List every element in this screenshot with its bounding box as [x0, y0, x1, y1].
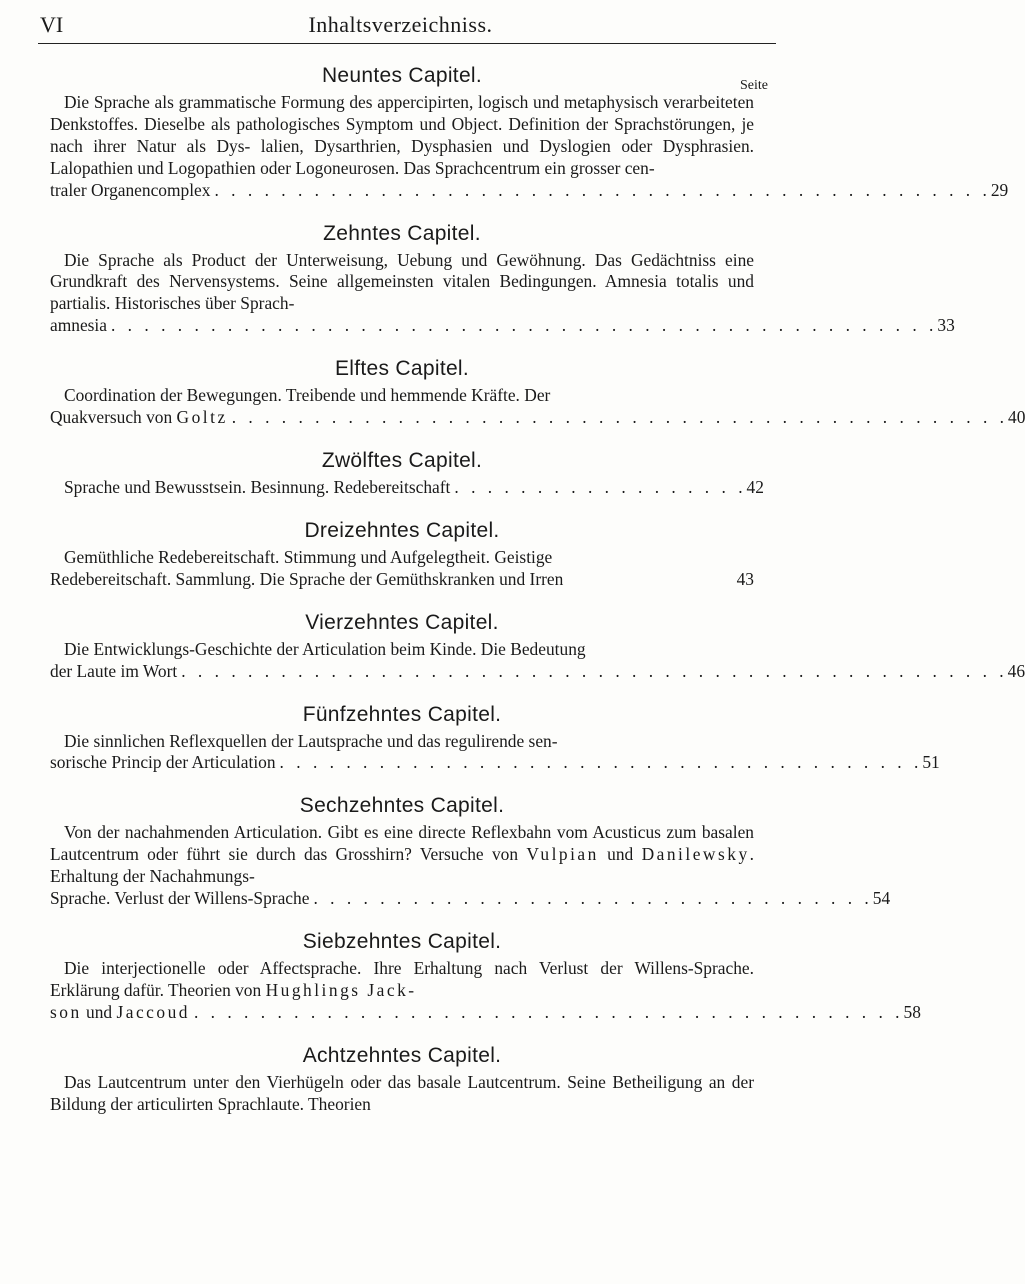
chapter-title: Achtzehntes Capitel.	[302, 1043, 502, 1067]
author-name: Hughlings Jack-	[265, 979, 417, 1000]
toc-entry[interactable]: Sprache. Verlust der Willens-Sprache . . . . . . . . . . . . . . . . . . . . . . . . . . . . . . . . . . 54	[50, 888, 891, 909]
chapter-summary: Von der nachahmenden Articulation. Gibt es eine directe Reflexbahn vom Acusticus zum basalen Lautcentrum oder führt sie durch das Grosshirn? Versuche von Vulpian und Danilewsky. Erhaltung der Nachahmungs-	[50, 822, 754, 887]
author-name: Danilewsky	[641, 844, 750, 865]
page-number: 29	[990, 179, 1009, 200]
page-number: 40	[1008, 407, 1025, 428]
leader-dots: . . . . . . . . . . . . . . . . . . . . . . . . . . . . . . . . . .	[313, 888, 873, 909]
toc-entry[interactable]: Sprache und Bewusstsein. Besinnung. Redebereitschaft . . . . . . . . . . . . . . . . . . 42	[64, 476, 764, 497]
chapter-17	[50, 926, 921, 1024]
chapter-summary: Die interjectionelle oder Affectsprache. Ihre Erhaltung nach Verlust der Willens-Sprache. Erklärung dafür. Theorien von Hughlings Jack-	[50, 957, 754, 1000]
chapter-summary: Die Entwicklungs-Geschichte der Articulation beim Kinde. Die Bedeutung	[64, 638, 586, 659]
chapter-11	[50, 353, 1025, 429]
leader-dots: . . . . . . . . . . . . . . . . . . . . . . . . . . . . . . . . . . . . . . . . . . . . . . .	[214, 179, 991, 200]
page-number: 33	[937, 315, 955, 336]
chapter-18	[50, 1040, 754, 1116]
toc-entry[interactable]: traler Organencomplex . . . . . . . . . . . . . . . . . . . . . . . . . . . . . . . . . . . . . . . . . . . . . . . 29	[50, 179, 1009, 200]
chapter-10	[50, 218, 955, 338]
chapter-title: Zehntes Capitel.	[323, 221, 481, 245]
chapter-9	[50, 60, 1009, 202]
page-number: 42	[746, 476, 764, 497]
chapter-title: Siebzehntes Capitel.	[302, 929, 502, 953]
toc-entry[interactable]: Quakversuch von Goltz . . . . . . . . . . . . . . . . . . . . . . . . . . . . . . . . . . . . . . . . . . . . . . . 40	[50, 407, 1025, 428]
header-rule	[38, 43, 776, 44]
running-head	[0, 12, 801, 42]
leader-dots: . . . . . . . . . . . . . . . . . . . . . . . . . . . . . . . . . . . . . . . . . . . . . . . . . .	[110, 315, 938, 336]
chapter-12	[50, 445, 764, 499]
chapter-title: Sechzehntes Capitel.	[299, 794, 505, 818]
leader-dots: . . . . . . . . . . . . . . . . . . . . . . . . . . . . . . . . . . . . . . . . . . . . . . .	[231, 407, 1009, 428]
author-name: Jaccoud	[116, 1001, 190, 1022]
leader-dots: . . . . . . . . . . . . . . . . . .	[454, 476, 747, 497]
leader-dots	[563, 569, 728, 591]
chapter-title: Fünfzehntes Capitel.	[302, 702, 502, 726]
chapter-title: Dreizehntes Capitel.	[304, 518, 500, 542]
page-numeral: VI	[40, 12, 64, 37]
page-number: 54	[872, 888, 891, 909]
toc-content	[50, 60, 1025, 1115]
chapter-title: Vierzehntes Capitel.	[305, 610, 499, 634]
chapter-summary: Gemüthliche Redebereitschaft. Stimmung und Aufgelegtheit. Geistige	[64, 546, 553, 567]
page-number: 58	[903, 1001, 921, 1022]
toc-entry[interactable]: der Laute im Wort . . . . . . . . . . . . . . . . . . . . . . . . . . . . . . . . . . . . . . . . . . . . . . . . . . 46	[50, 660, 1025, 681]
page-number: 51	[922, 752, 940, 773]
author-name: Vulpian	[526, 844, 599, 865]
chapter-14	[50, 607, 1025, 683]
toc-entry[interactable]: sorische Princip der Articulation . . . . . . . . . . . . . . . . . . . . . . . . . . . . . . . . . . . . . . . 51	[50, 752, 940, 773]
leader-dots: . . . . . . . . . . . . . . . . . . . . . . . . . . . . . . . . . . . . . . . . . . .	[193, 1001, 904, 1022]
page-number: 46	[1007, 660, 1025, 681]
chapter-title: Neuntes Capitel.	[321, 64, 483, 87]
chapter-summary: Die Sprache als Product der Unterweisung, Uebung und Gewöhnung. Das Gedächtniss eine Grundkraft des Nervensystems. Seine allgemeinsten vitalen Bedingungen. Amnesia totalis und partialis. Historisches über Sprach-	[50, 249, 754, 314]
leader-dots: . . . . . . . . . . . . . . . . . . . . . . . . . . . . . . . . . . . . . . .	[279, 752, 923, 773]
page-number: 43	[736, 568, 754, 589]
chapter-summary: Die sinnlichen Reflexquellen der Lautsprache und das regulirende sen-	[64, 730, 558, 751]
toc-entry[interactable]: amnesia . . . . . . . . . . . . . . . . . . . . . . . . . . . . . . . . . . . . . . . . . . . . . . . . . . 33	[50, 315, 955, 336]
chapter-16	[50, 790, 891, 910]
chapter-summary: Das Lautcentrum unter den Vierhügeln oder das basale Lautcentrum. Seine Betheiligung an der Bildung der articulirten Sprachlaute. Theorien	[50, 1071, 754, 1114]
chapter-13	[50, 515, 754, 591]
chapter-summary: Die Sprache als grammatische Formung des appercipirten, logisch und metaphysisch verarbeiteten Denkstoffes. Dieselbe als pathologisches Symptom und Object. Definition der Sprachstörungen, je nach ihrer Natur als Dys- lalien, Dysarthrien, Dysphasien und Dyslogien oder Dysphrasien. Lalopathien und Logopathien oder Logoneurosen. Das Sprachcentrum ein grosser cen-	[50, 92, 754, 178]
leader-dots: . . . . . . . . . . . . . . . . . . . . . . . . . . . . . . . . . . . . . . . . . . . . . . . . . .	[181, 660, 1008, 681]
toc-entry[interactable]: son und Jaccoud . . . . . . . . . . . . . . . . . . . . . . . . . . . . . . . . . . . . . . . . . . . 58	[50, 1001, 921, 1022]
chapter-15	[50, 699, 940, 775]
author-name: Goltz	[176, 407, 228, 428]
running-title: Inhaltsverzeichniss.	[308, 12, 493, 37]
chapter-title: Zwölftes Capitel.	[321, 448, 483, 472]
seite-label: Seite	[740, 78, 768, 93]
toc-entry[interactable]: Redebereitschaft. Sammlung. Die Sprache der Gemüthskranken und Irren 43	[50, 568, 754, 589]
chapter-title: Elftes Capitel.	[334, 357, 470, 381]
chapter-summary: Coordination der Bewegungen. Treibende und hemmende Kräfte. Der	[64, 385, 551, 406]
